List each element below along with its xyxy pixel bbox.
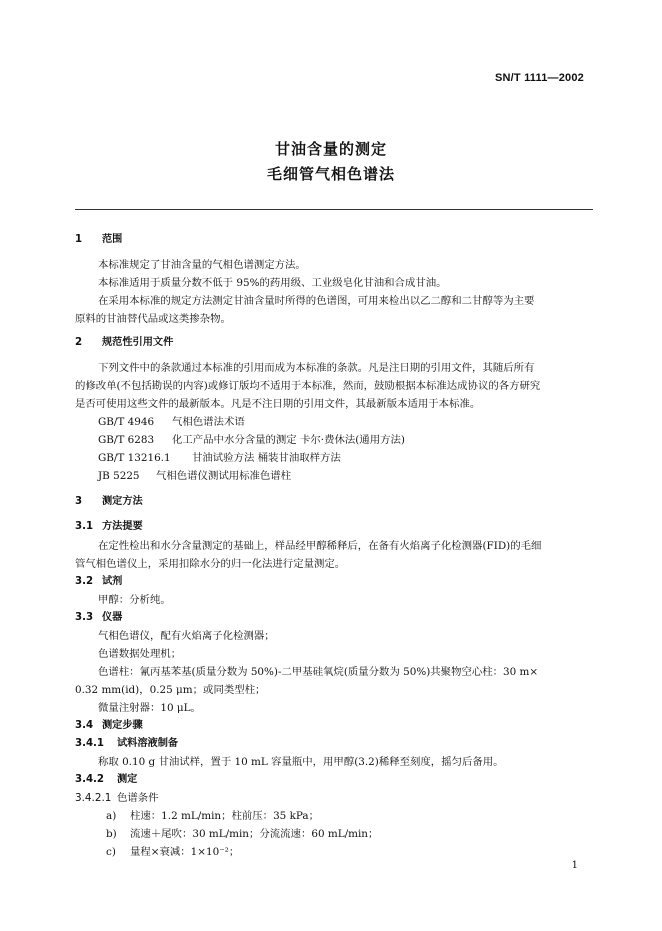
paragraph: 本标准规定了甘油含量的气相色谱测定方法。	[98, 259, 306, 271]
paragraph: 在采用本标准的规定方法测定甘油含量时所得的色谱图，可用来检出以乙二醇和二甘醇等为主要	[98, 295, 535, 307]
document-title: 甘油含量的测定	[274, 140, 387, 158]
subsection-3-4-2-heading: 3.4.2 测定	[75, 774, 138, 785]
subsection-3-1-heading: 3.1 方法提要	[75, 521, 143, 532]
paragraph-continuation: 是否可使用这些文件的最新版本。凡是不注日期的引用文件，其最新版本适用于本标准。	[75, 398, 481, 410]
list-item: b) 流速＋尾吹：30 mL/min；分流流速：60 mL/min；	[106, 828, 379, 840]
standard-number: SN/T 1111—2002	[494, 72, 584, 84]
paragraph: 在定性检出和水分含量测定的基础上，样品经甲醇稀释后，在备有火焰离子化检测器(FID)的毛细	[98, 540, 542, 552]
section-2-heading: 2 规范性引用文件	[75, 337, 174, 348]
reference-item: GB/T 13216.1 甘油试验方法 桶装甘油取样方法	[98, 452, 341, 464]
paragraph: 色谱数据处理机；	[98, 648, 182, 660]
paragraph: 甲醇：分析纯。	[98, 594, 171, 606]
section-1-heading: 1 范围	[75, 234, 123, 245]
subsection-3-2-heading: 3.2 试剂	[75, 576, 123, 587]
paragraph: 色谱柱：氰丙基苯基(质量分数为 50%)-二甲基硅氧烷(质量分数为 50%)共聚物空心柱：30 m×	[98, 666, 539, 678]
reference-item: JB 5225 气相色谱仪测试用标准色谱柱	[98, 470, 292, 482]
paragraph: 下列文件中的条款通过本标准的引用而成为本标准的条款。凡是注日期的引用文件，其随后所有	[98, 362, 535, 374]
reference-item: GB/T 4946 气相色谱法术语	[98, 416, 245, 428]
subsection-3-3-heading: 3.3 仪器	[75, 612, 123, 623]
subsection-3-4-heading: 3.4 测定步骤	[75, 720, 143, 731]
list-item: a) 柱速：1.2 mL/min；柱前压：35 kPa；	[106, 810, 320, 822]
section-3-heading: 3 测定方法	[75, 496, 143, 507]
paragraph: 气相色谱仪，配有火焰离子化检测器；	[98, 630, 275, 642]
subsection-3-4-1-heading: 3.4.1 试料溶液制备	[75, 738, 179, 749]
title-divider	[75, 209, 593, 210]
page-number: 1	[571, 860, 578, 871]
paragraph-continuation: 的修改单(不包括勘误的内容)或修订版均不适用于本标准，然而，鼓励根据本标准达成协议的各方研究	[75, 380, 541, 392]
subsection-3-4-2-1-heading: 3.4.2.1 色谱条件	[75, 792, 159, 804]
document-subtitle: 毛细管气相色谱法	[266, 165, 395, 183]
paragraph: 称取 0.10 g 甘油试样，置于 10 mL 容量瓶中，用甲醇(3.2)稀释至刻度，摇匀后备用。	[98, 756, 504, 768]
reference-item: GB/T 6283 化工产品中水分含量的测定 卡尔·费休法(通用方法)	[98, 434, 405, 446]
paragraph: 本标准适用于质量分数不低于 95%的药用级、工业级皂化甘油和合成甘油。	[98, 277, 447, 289]
paragraph: 微量注射器：10 μL。	[98, 702, 201, 714]
paragraph-continuation: 原料的甘油替代品或这类掺杂物。	[75, 313, 231, 325]
paragraph-continuation: 管气相色谱仪上，采用扣除水分的归一化法进行定量测定。	[75, 558, 346, 570]
paragraph-continuation: 0.32 mm(id)，0.25 μm；或同类型柱；	[75, 684, 266, 696]
list-item: c) 量程×衰减：1×10⁻²；	[106, 846, 240, 858]
